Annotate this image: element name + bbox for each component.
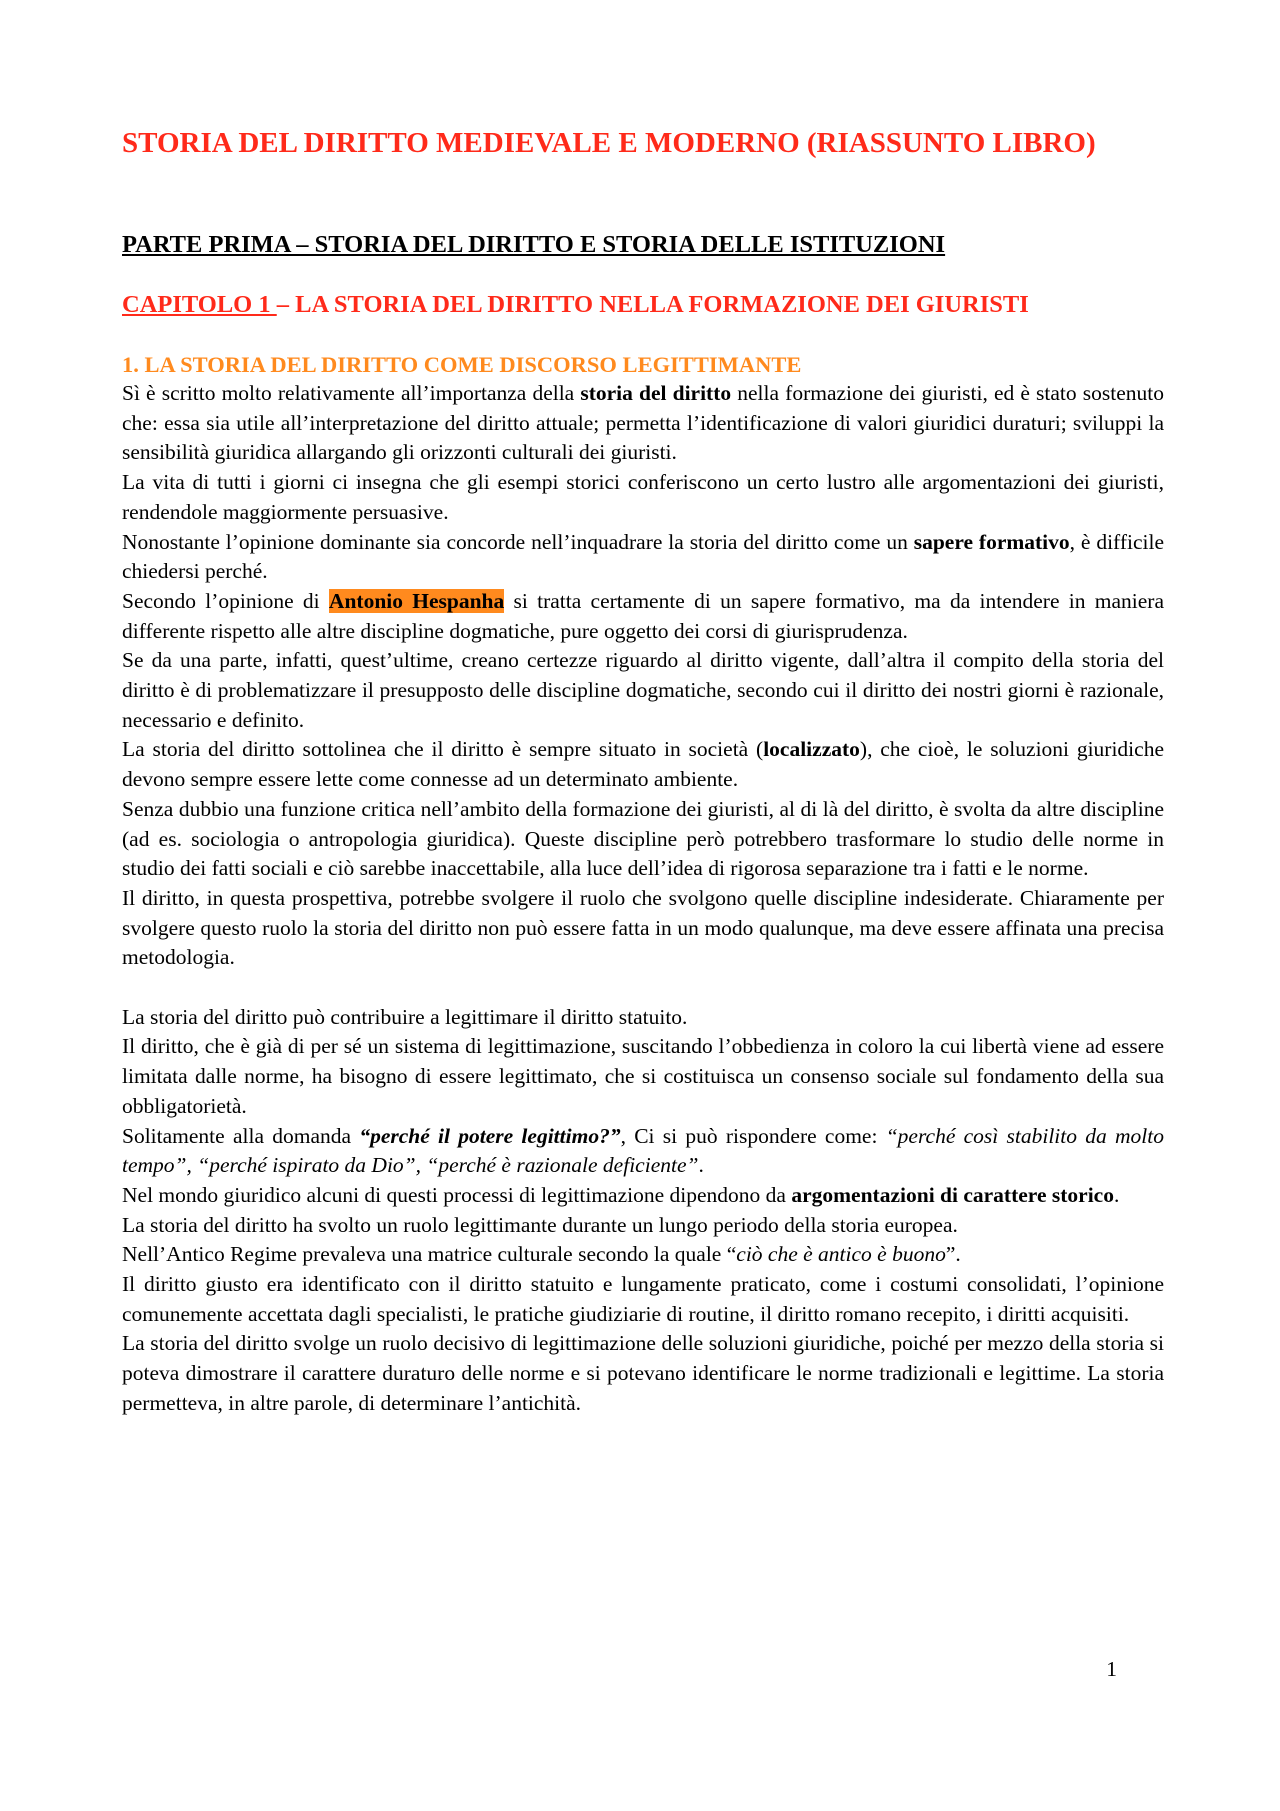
text-run: La storia del diritto sottolinea che il diritto è sempre situato in società ( — [122, 737, 764, 762]
text-run: Solitamente alla domanda — [122, 1123, 360, 1148]
bold-text: argomentazioni di carattere storico — [791, 1182, 1114, 1207]
paragraph: La storia del diritto svolge un ruolo decisivo di legittimazione delle soluzioni giuridiche, poiché per mezzo della storia si poteva dimostrare il carattere duraturo delle norme e si potevano identificare le norme tradizionali e legittime. La storia permetteva, in altre parole, di determinare l’antichità. — [122, 1331, 1164, 1415]
paragraph — [122, 379, 1164, 468]
paragraph — [122, 1240, 1164, 1270]
text-run: nella formazione dei giuristi, ed è stato sostenuto che: essa sia utile all’interpretazione del diritto attuale; permetta l’identificazione di valori giuridici duraturi; sviluppi la sensibilità giuridica allargando gli orizzonti culturali dei giuristi. — [122, 381, 1164, 465]
paragraph — [122, 735, 1164, 794]
paragraph — [122, 587, 1164, 646]
section-title: 1. LA STORIA DEL DIRITTO COME DISCORSO LEGITTIMANTE — [122, 352, 802, 377]
text-run: ), che cioè, le soluzioni giuridiche devono sempre essere lette come connesse ad un determinato ambiente. — [122, 737, 1164, 792]
italic-text: “perché così stabilito da molto tempo”, “perché ispirato da Dio”, “perché è razionale deficiente” — [122, 1123, 1164, 1178]
chapter-label: CAPITOLO 1 — [122, 291, 277, 318]
bold-text: localizzato — [763, 737, 860, 762]
body-text — [122, 379, 1164, 1419]
paragraph: Il diritto, in questa prospettiva, potrebbe svolgere il ruolo che svolgono quelle discipline indesiderate. Chiaramente per svolgere questo ruolo la storia del diritto non può essere fatta in un modo qualunque, ma deve essere affinata una precisa metodologia. — [122, 885, 1164, 970]
paragraph: La vita di tutti i giorni ci insegna che gli esempi storici conferiscono un certo lustro alle argomentazioni dei giuristi, rendendole maggiormente persuasive. — [122, 470, 1164, 524]
text-run: Secondo l’opinione di — [122, 588, 329, 613]
paragraph: La storia del diritto ha svolto un ruolo legittimante durante un lungo periodo della storia europea. — [122, 1212, 958, 1237]
text-run: Nel mondo giuridico alcuni di questi processi di legittimazione dipendono da — [122, 1182, 792, 1207]
bold-italic-text: “perché il potere legittimo?” — [359, 1123, 621, 1148]
text-run: ”. — [945, 1242, 961, 1267]
paragraph: La storia del diritto può contribuire a legittimare il diritto statuito. — [122, 1004, 688, 1029]
paragraph: Senza dubbio una funzione critica nell’ambito della formazione dei giuristi, al di là del diritto, è svolta da altre discipline (ad es. sociologia o antropologia giuridica). Queste discipline però potrebbero trasformare lo studio delle norme in studio dei fatti sociali e ciò sarebbe inaccettabile, alla luce dell’idea di rigorosa separazione tra i fatti e le norme. — [122, 796, 1164, 881]
paragraph — [122, 1122, 1164, 1181]
text-run: . — [1113, 1182, 1120, 1207]
text-run: Nonostante l’opinione dominante sia concorde nell’inquadrare la storia del diritto come un — [122, 529, 914, 554]
part-title: PARTE PRIMA – STORIA DEL DIRITTO E STORIA DELLE ISTITUZIONI — [122, 231, 946, 258]
page-number: 1 — [1106, 1657, 1117, 1681]
document-title: STORIA DEL DIRITTO MEDIEVALE E MODERNO (RIASSUNTO LIBRO) — [122, 127, 1096, 159]
paragraph — [122, 1181, 1164, 1211]
chapter-title — [122, 289, 1164, 321]
paragraph: Il diritto giusto era identificato con il diritto statuito e lungamente praticato, come i costumi consolidati, l’opinione comunemente accettata dagli specialisti, le pratiche giudiziarie di routine, il diritto romano recepito, i diritti acquisiti. — [122, 1272, 1164, 1326]
italic-text: ciò che è antico è buono — [736, 1242, 946, 1267]
bold-text: sapere formativo — [913, 529, 1070, 554]
paragraph — [122, 528, 1164, 587]
text-run: , Ci si può rispondere come: — [620, 1123, 886, 1148]
paragraph: Se da una parte, infatti, quest’ultime, creano certezze riguardo al diritto vigente, dall’altra il compito della storia del diritto è di problematizzare il presupposto delle discipline dogmatiche, secondo cui il diritto dei nostri giorni è razionale, necessario e definito. — [122, 648, 1164, 732]
text-run: Nell’Antico Regime prevaleva una matrice culturale secondo la quale “ — [122, 1242, 737, 1267]
chapter-heading: – LA STORIA DEL DIRITTO NELLA FORMAZIONE DEI GIURISTI — [276, 291, 1029, 318]
paragraph: Il diritto, che è già di per sé un sistema di legittimazione, suscitando l’obbedienza in coloro la cui libertà viene ad essere limitata dalle norme, ha bisogno di essere legittimato, che si costituisca un consenso sociale sul fondamento della sua obbligatorietà. — [122, 1034, 1164, 1118]
text-run: . — [698, 1153, 704, 1178]
text-run: Sì è scritto molto relativamente all’importanza della — [122, 381, 581, 405]
bold-text: storia del diritto — [580, 381, 732, 405]
text-run: , è difficile chiedersi perché. — [122, 529, 1164, 584]
highlighted-name: Antonio Hespanha — [328, 588, 505, 613]
text-run: si tratta certamente di un sapere formativo, ma da intendere in maniera differente rispetto alle altre discipline dogmatiche, pure oggetto dei corsi di giurisprudenza. — [122, 588, 1164, 643]
